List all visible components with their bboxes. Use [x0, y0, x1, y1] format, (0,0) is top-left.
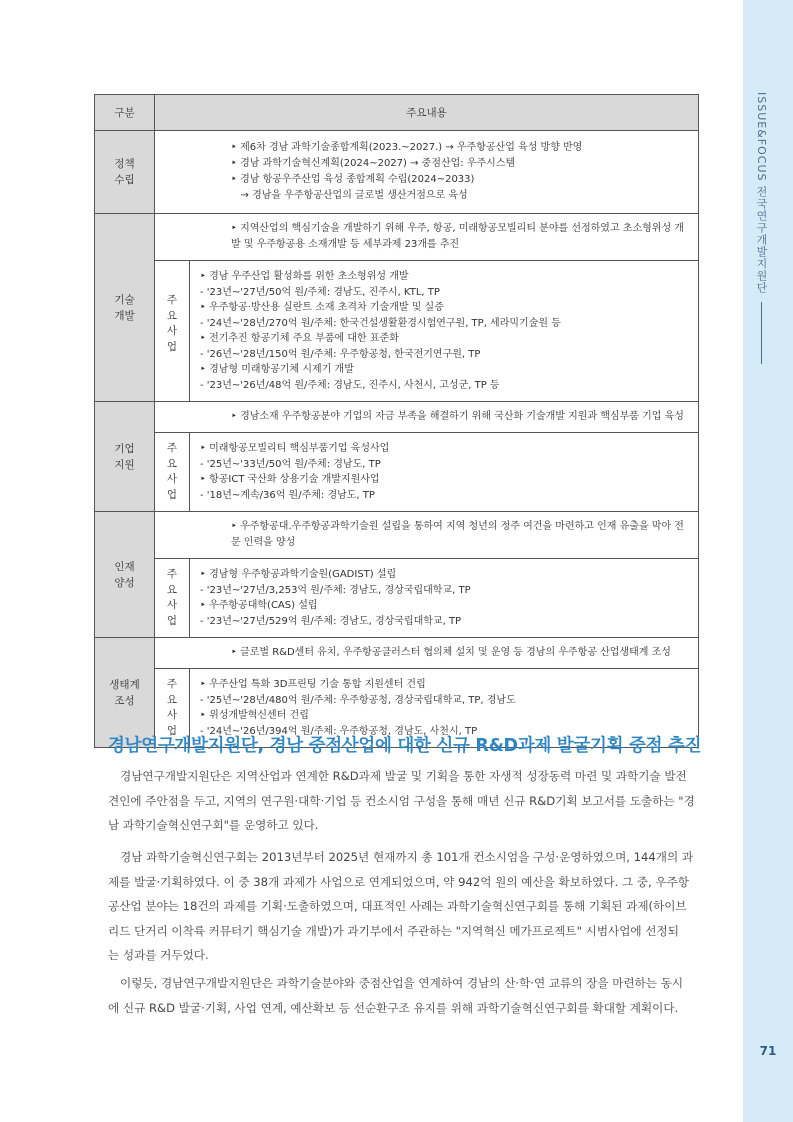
sub-label: 주 요 사 업: [155, 433, 190, 511]
sub-content: ‣ 경남 우주산업 활성화를 위한 초소형위성 개발 - '23년~'27년/50억 원/주체: 경남도, 진주시, KTL, TP ‣ 우주항공·방산용 실란트 소재 초격차 기술개발 및 실증 - '24년~'28년/270억 원/주체: 한국건설생활환경시험연구원, TP, 세라믹기술원 등 ‣ 전기추진 항공기체 주요 부품에 대한 표준화 - '26년~'28년/150억 원/주체: 우주항공청, 한국전기연구원, TP ‣ 경남형 미래항공기체 시제기 개발 - '23년~'26년/48억 원/주체: 경남도, 진주시, 사천시, 고성군, TP 등: [200, 271, 561, 391]
section-label-text: ISSUE&FOCUS 전국연구개발지원단: [755, 92, 768, 294]
table-subrow: [95, 433, 699, 512]
sub-content: ‣ 미래항공모빌리티 핵심부품기업 육성사업 - '25년~'33년/50억 원/주체: 경남도, TP ‣ 항공ICT 국산화 상용기술 개발지원사업 - '18년~계속/36억 원/주체: 경남도, TP: [200, 443, 390, 501]
row-summary: ‣ 글로벌 R&D센터 유치, 우주항공클러스터 협의체 설치 및 운영 등 경남의 우주항공 산업생태계 조성: [155, 638, 699, 669]
row-summary: ‣ 우주항공대.우주항공과학기술원 설립을 통하여 지역 청년의 정주 여건을 마련하고 인재 유출을 막아 전문 인력을 양성: [155, 512, 699, 559]
row-summary: ‣ 지역산업의 핵심기술을 개발하기 위해 우주, 항공, 미래항공모빌리티 분야를 선정하였고 초소형위성 개발 및 우주항공용 소재개발 등 세부과제 23개를 추진: [155, 214, 699, 261]
row-category: 인재 양성: [95, 512, 155, 638]
sidebar: [743, 0, 793, 1122]
header-content: 주요내용: [155, 95, 699, 131]
section-label: [753, 92, 769, 364]
sub-content: ‣ 우주산업 특화 3D프린팅 기술 통합 지원센터 건립 - '25년~'28년/480억 원/주체: 우주항공청, 경상국립대학교, TP, 경남도 ‣ 위성개발혁신센터 건립 - '24년~'26년/394억 원/주체: 우주항공청, 경남도, 사천시, TP: [200, 679, 516, 737]
row-summary: ‣ 경남소재 우주항공분야 기업의 자금 부족을 해결하기 위해 국산화 기술개발 지원과 핵심부품 기업 육성: [155, 402, 699, 433]
row-content: ‣ 제6차 경남 과학기술종합계획(2023.~2027.) → 우주항공산업 육성 방향 반영 ‣ 경남 과학기술혁신계획(2024~2027) → 중점산업: 우주시스템 ‣ 경남 항공우주산업 육성 종합계획 수립(2024~2033) → 경남을 우주항공산업의 글로벌 생산거점으로 육성: [155, 131, 699, 214]
page-number: 71: [759, 1044, 777, 1058]
table-row: [95, 402, 699, 433]
table-row: [95, 638, 699, 669]
table-row: [95, 131, 699, 214]
sub-label: 주 요 사 업: [155, 559, 190, 637]
row-category: 정책 수립: [95, 131, 155, 214]
section-heading: 경남연구개발지원단, 경남 중점산업에 대한 신규 R&D과제 발굴기획 중점 추진: [108, 736, 702, 756]
section-divider: [761, 302, 762, 364]
sub-label: 주 요 사 업: [155, 261, 190, 401]
table-row: [95, 512, 699, 559]
table-subrow: [95, 559, 699, 638]
table-subrow: [95, 261, 699, 402]
row-category: 기술 개발: [95, 214, 155, 402]
table-header-row: [95, 95, 699, 131]
row-category: 생태계 조성: [95, 638, 155, 748]
sub-label: 주 요 사 업: [155, 669, 190, 747]
policy-table: [94, 94, 699, 748]
row-category: 기업 지원: [95, 402, 155, 512]
sub-content: ‣ 경남형 우주항공과학기술원(GADIST) 설립 - '23년~'27년/3,253억 원/주체: 경남도, 경상국립대학교, TP ‣ 우주항공대학(CAS) 설립 - '23년~'27년/529억 원/주체: 경남도, 경상국립대학교, TP: [200, 569, 471, 627]
paragraph-1: 경남연구개발지원단은 지역산업과 연계한 R&D과제 발굴 및 기획을 통한 자생적 성장동력 마련 및 과학기술 발전 견인에 주안점을 두고, 지역의 연구원·대학·기업 등 컨소시엄 구성을 통해 매년 신규 R&D기획 보고서를 도출하는 "경 남 과학기술혁신연구회"를 운영하고 있다.: [108, 769, 695, 832]
paragraph-3: 이렇듯, 경남연구개발지원단은 과학기술분야와 중점산업을 연계하여 경남의 산·학·연 교류의 장을 마련하는 동시 에 신규 R&D 발굴·기획, 사업 연계, 예산확보 등 선순환구조 유지를 위해 과학기술혁신연구회를 확대할 계획이다.: [108, 976, 684, 1015]
header-category: 구분: [95, 95, 155, 131]
table-row: [95, 214, 699, 261]
paragraph-2: 경남 과학기술혁신연구회는 2013년부터 2025년 현재까지 총 101개 컨소시엄을 구성·운영하였으며, 144개의 과 제를 발굴·기획하였다. 이 중 38개 과제가 사업으로 연계되었으며, 약 942억 원의 예산을 확보하였다. 그 중, 우주항 공산업 분야는 18건의 과제를 기획·도출하였으며, 대표적인 사례는 과학기술혁신연구회를 통해 기획된 과제(하이브 리드 단거리 이착륙 커뮤터기 핵심기술 개발)가 과기부에서 주관하는 "지역혁신 메가프로젝트" 시범사업에 선정되 는 성과를 거두었다.: [108, 850, 694, 962]
